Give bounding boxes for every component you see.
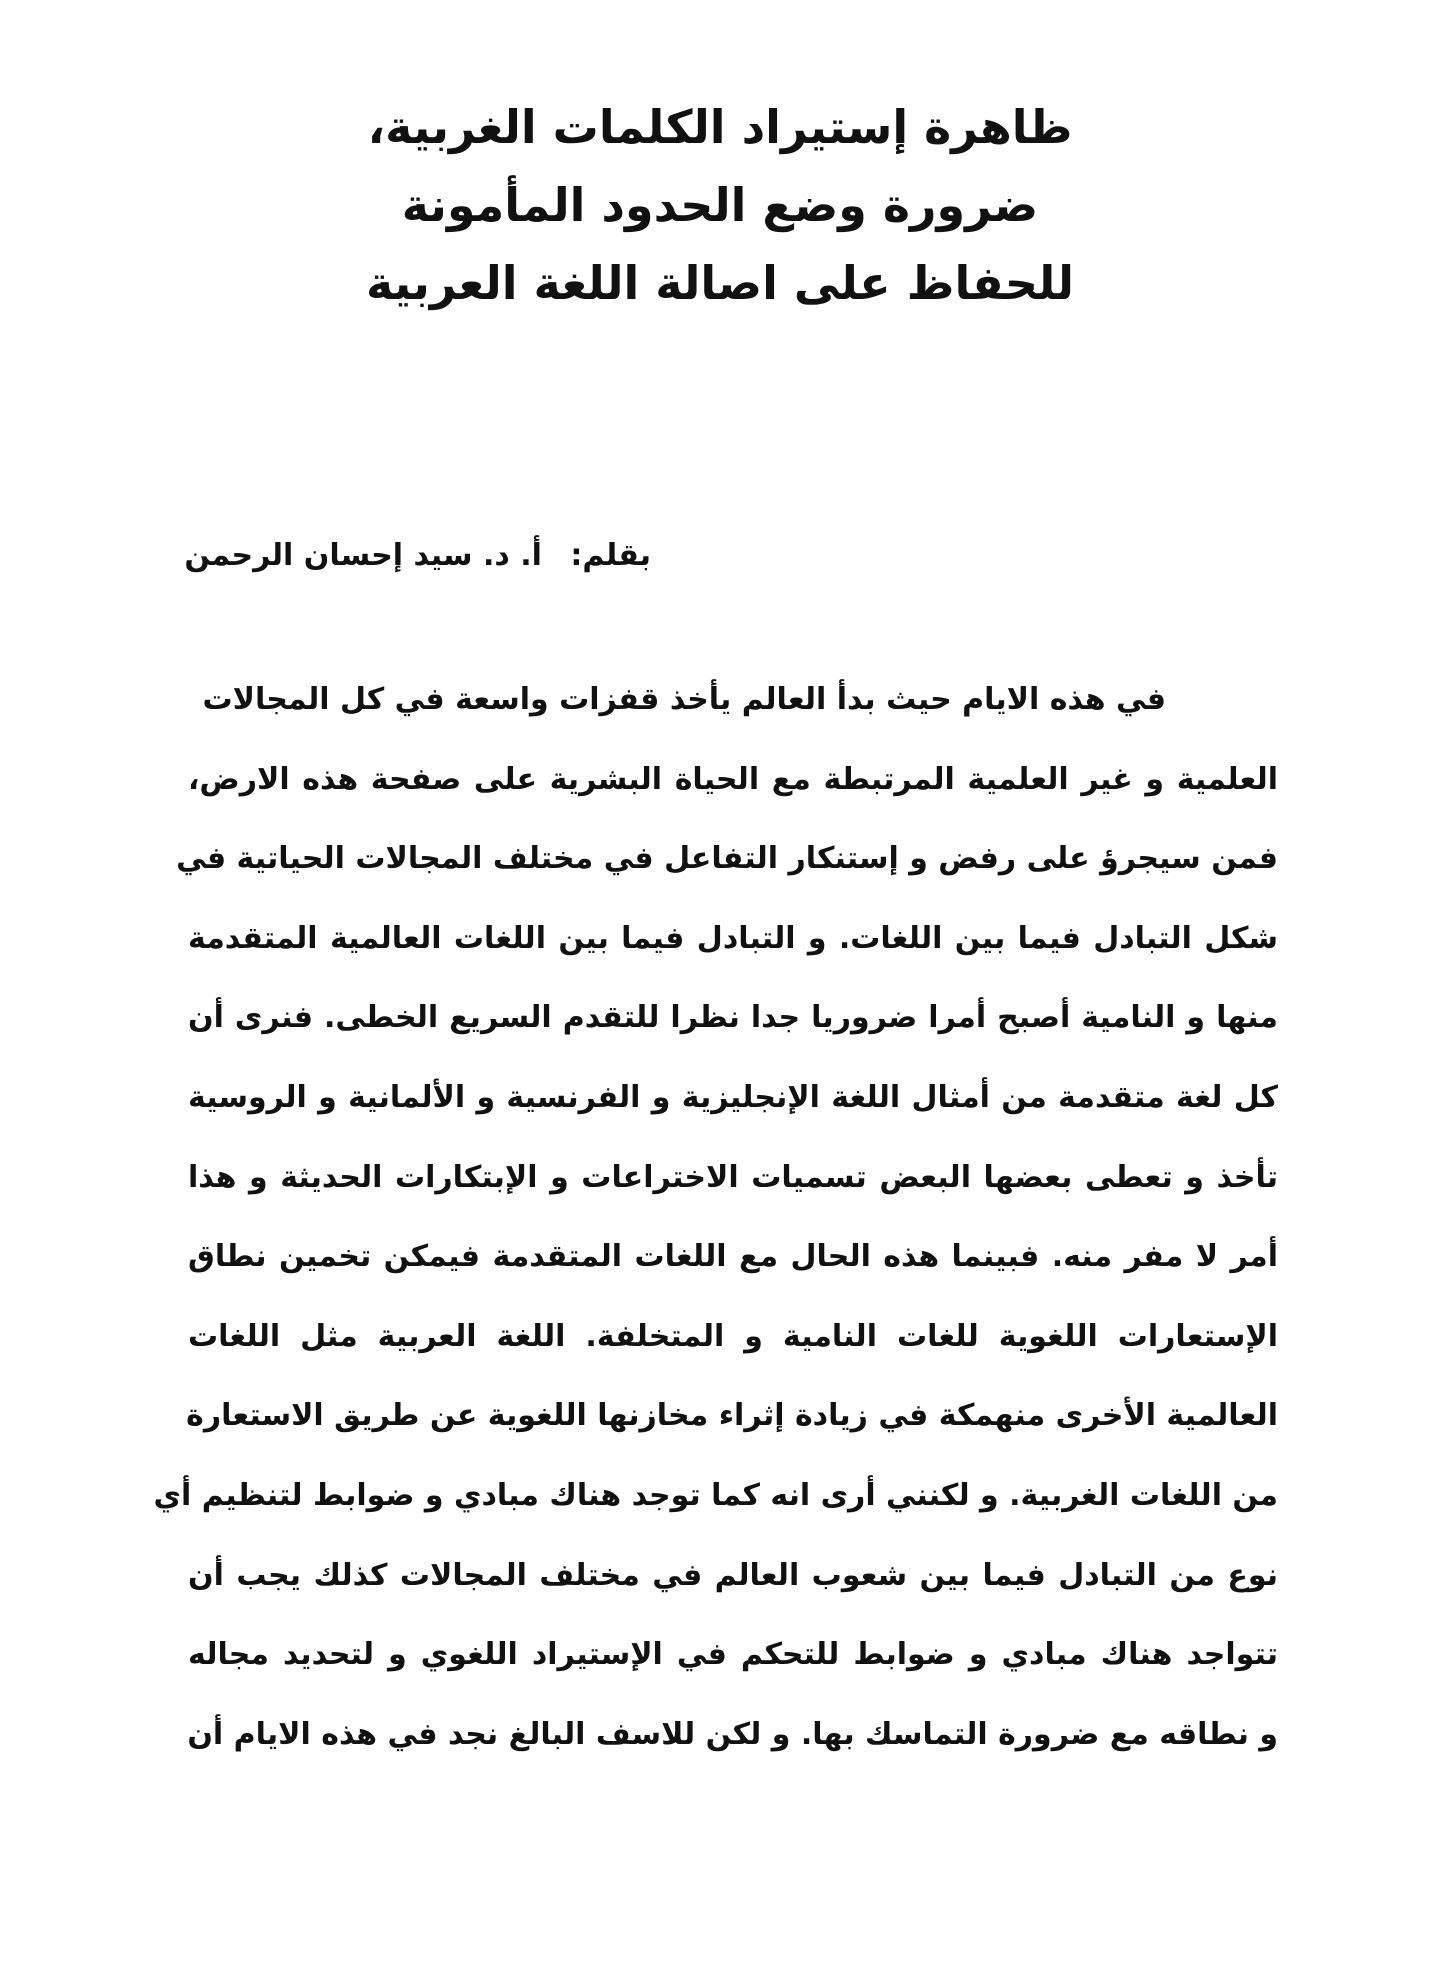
body-line: كل لغة متقدمة من أمثال اللغة الإنجليزية و الفرنسية و الألمانية و الروسية	[188, 1079, 1278, 1115]
body-line: منها و النامية أصبح أمرا ضروريا جدا نظرا للتقدم السريع الخطى. فنرى أن	[188, 1000, 1278, 1036]
body-paragraph	[153, 660, 1278, 1774]
title-line-2: ضرورة وضع الحدود المأمونة	[401, 178, 1039, 232]
byline	[184, 538, 651, 573]
body-line: نوع من التبادل فيما بين شعوب العالم في مختلف المجالات كذلك يجب أن	[188, 1557, 1278, 1593]
article-title	[250, 88, 1190, 322]
body-line: في هذه الايام حيث بدأ العالم يأخذ قفزات واسعة في كل المجالات	[202, 682, 1166, 717]
body-line: العلمية و غير العلمية المرتبطة مع الحياة البشرية على صفحة هذه الارض،	[188, 761, 1278, 797]
body-line: تأخذ و تعطى بعضها البعض تسميات الاختراعات و الإبتكارات الحديثة و هذا	[188, 1159, 1278, 1195]
body-line: الإستعارات اللغوية للغات النامية و المتخلفة. اللغة العربية مثل اللغات	[188, 1318, 1278, 1354]
byline-author: أ. د. سيد إحسان الرحمن	[184, 538, 542, 573]
body-line: و نطاقه مع ضرورة التماسك بها. و لكن للاسف البالغ نجد في هذه الايام أن	[187, 1716, 1278, 1752]
body-line: العالمية الأخرى منهمكة في زيادة إثراء مخازنها اللغوية عن طريق الاستعارة	[186, 1398, 1278, 1434]
body-line: فمن سيجرؤ على رفض و إستنكار التفاعل في مختلف المجالات الحياتية في	[176, 841, 1278, 877]
body-line: شكل التبادل فيما بين اللغات. و التبادل فيما بين اللغات العالمية المتقدمة	[188, 920, 1278, 956]
title-line-3: للحفاظ على اصالة اللغة العربية	[365, 256, 1075, 310]
body-line: أمر لا مفر منه. فبينما هذه الحال مع اللغات المتقدمة فيمكن تخمين نطاق	[188, 1239, 1278, 1275]
byline-label: بقلم:	[570, 538, 651, 573]
body-line: من اللغات الغربية. و لكنني أرى انه كما توجد هناك مبادي و ضوابط لتنظيم أي	[153, 1477, 1278, 1513]
body-line: تتواجد هناك مبادي و ضوابط للتحكم في الإستيراد اللغوي و لتحديد مجاله	[188, 1637, 1278, 1673]
title-line-1: ظاهرة إستيراد الكلمات الغربية،	[367, 100, 1073, 154]
